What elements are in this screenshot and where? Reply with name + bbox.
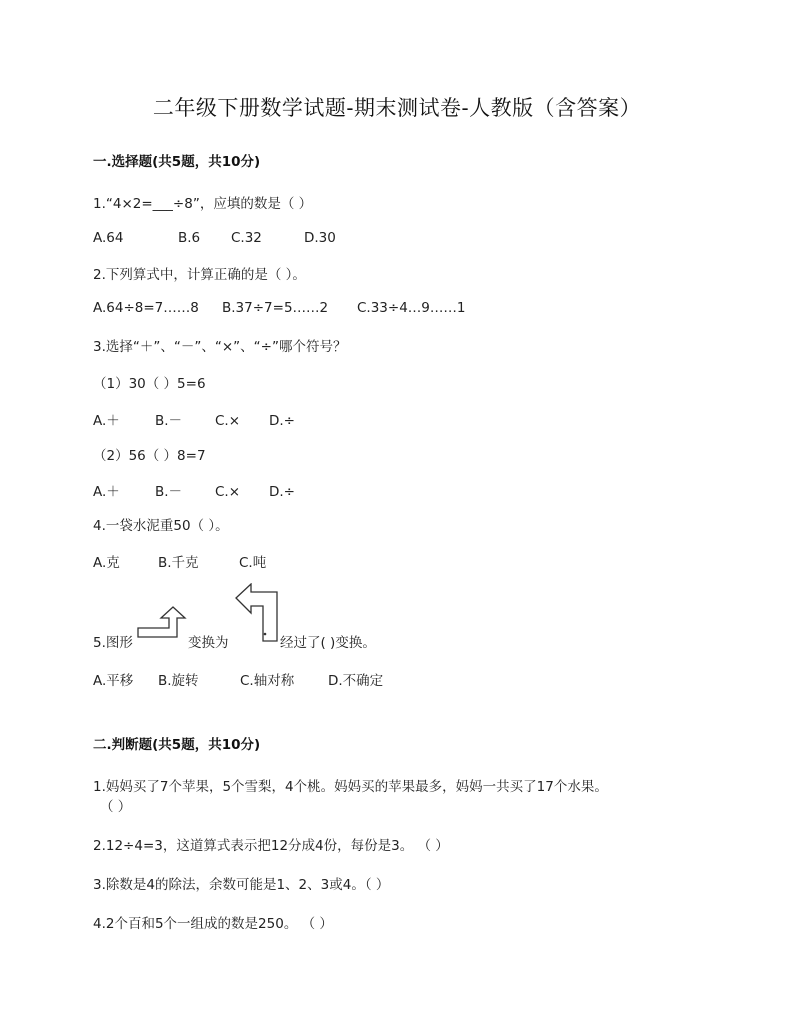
option-a: A.64÷8=7……8 [93, 300, 199, 316]
option-c: C.32 [231, 230, 262, 246]
option-d: D.30 [304, 230, 336, 246]
question-4-options [93, 551, 266, 571]
question-3-sub-1: （1）30（ ）5=6 [93, 376, 206, 392]
judge-question-4: 4.2个百和5个一组成的数是250。 （ ） [93, 916, 333, 932]
judge-question-1-answer-bracket: （ ） [100, 799, 132, 815]
option-c: C.× [215, 484, 241, 500]
section-heading-choice: 一.选择题(共5题，共10分) [93, 154, 261, 170]
transformed-arrow-shape-figure [235, 583, 281, 643]
question-3-sub-2: （2）56（ ）8=7 [93, 448, 206, 464]
question-2: 2.下列算式中，计算正确的是（ ）。 [93, 267, 306, 283]
original-arrow-shape-figure [137, 606, 187, 644]
option-a: A.64 [93, 230, 124, 246]
section-heading-true-false: 二.判断题(共5题，共10分) [93, 737, 261, 753]
question-5-prefix: 5.图形 [93, 635, 133, 651]
judge-question-2: 2.12÷4=3，这道算式表示把12分成4份，每份是3。 （ ） [93, 838, 449, 854]
question-5-options [93, 669, 383, 689]
question-4: 4.一袋水泥重50（ ）。 [93, 518, 229, 534]
option-b: B.37÷7=5……2 [222, 300, 329, 316]
option-c: C.× [215, 413, 241, 429]
question-2-options [93, 300, 465, 316]
option-b: B.－ [155, 413, 183, 429]
question-5-middle: 变换为 [188, 635, 229, 651]
option-c: C.轴对称 [240, 673, 295, 689]
question-3-sub-2-options [93, 480, 295, 500]
option-d: D.÷ [269, 484, 295, 500]
question-3: 3.选择“＋”、“－”、“×”、“÷”哪个符号？ [93, 339, 347, 355]
option-d: D.不确定 [328, 673, 384, 689]
question-3-sub-1-options [93, 409, 295, 429]
judge-question-3: 3.除数是4的除法，余数可能是1、2、3或4。（ ） [93, 877, 390, 893]
question-1: 1.“4×2=___÷8”，应填的数是（ ） [93, 196, 313, 212]
option-b: B.千克 [158, 555, 199, 571]
option-b: B.－ [155, 484, 183, 500]
option-a: A.＋ [93, 484, 120, 500]
option-a: A.＋ [93, 413, 120, 429]
option-b: B.6 [178, 230, 201, 246]
option-a: A.平移 [93, 673, 134, 689]
question-5-suffix: 经过了( )变换。 [280, 635, 376, 651]
option-a: A.克 [93, 555, 120, 571]
option-c: C.吨 [239, 555, 267, 571]
option-b: B.旋转 [158, 673, 199, 689]
option-d: D.÷ [269, 413, 295, 429]
judge-question-1: 1.妈妈买了7个苹果，5个雪梨，4个桃。妈妈买的苹果最多，妈妈一共买了17个水果。 [93, 779, 608, 795]
option-c: C.33÷4…9……1 [357, 300, 466, 316]
page-title: 二年级下册数学试题-期末测试卷-人教版（含答案） [152, 96, 642, 120]
question-1-options [93, 230, 336, 246]
